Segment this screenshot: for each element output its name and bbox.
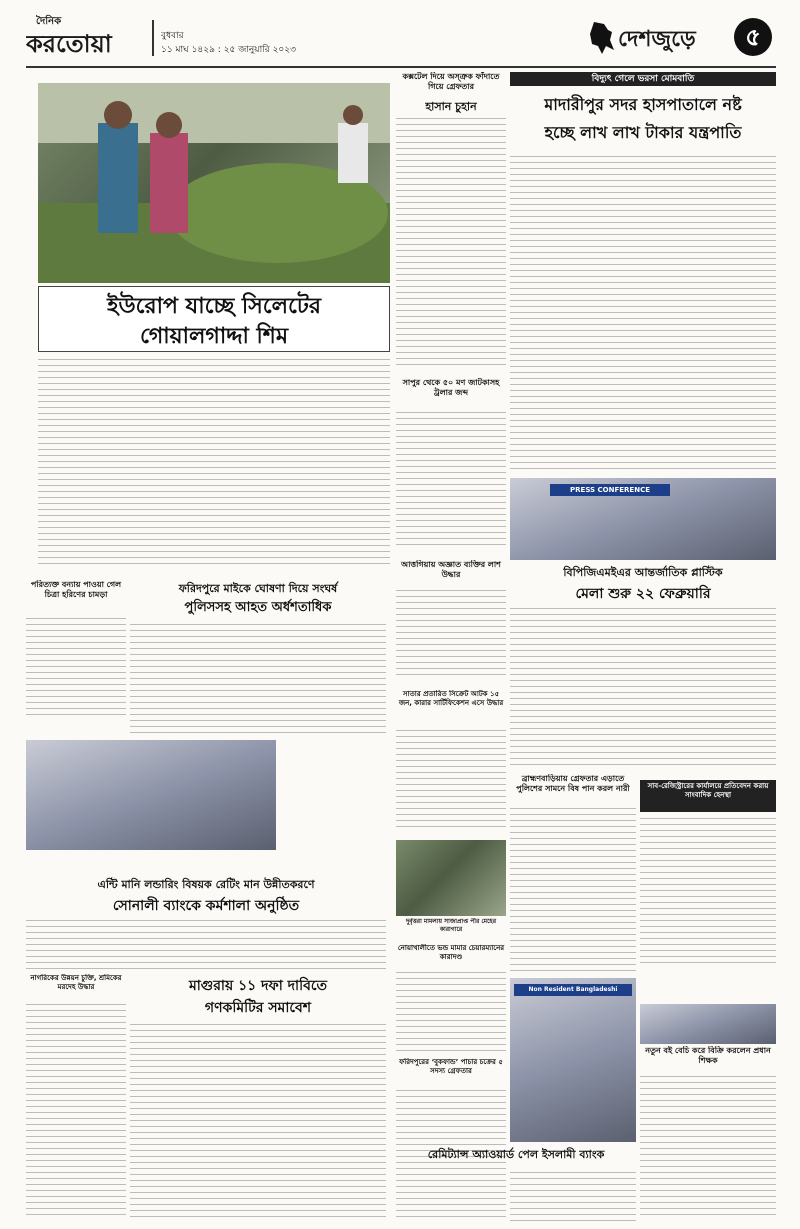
paper-logo	[26, 14, 146, 60]
sonali-headline-line2: সোনালী ব্যাংকে কর্মশালা অনুষ্ঠিত	[112, 898, 300, 914]
faridpur2-article	[396, 1058, 506, 1222]
hasan-kicker: কক্সটেল দিয়ে অস্ত্রুক ফাঁদাতে গিয়ে গ্রেফতার	[402, 72, 500, 91]
bandit-photo	[396, 840, 506, 916]
madaripur-body	[510, 154, 776, 472]
body-found-body	[396, 588, 506, 678]
paper-prefix: দৈনিক	[36, 16, 62, 27]
sonali-photo	[26, 740, 276, 850]
page-number: ৫	[734, 18, 772, 56]
section-name: দেশজুড়ে	[618, 27, 696, 52]
snake-article	[396, 378, 506, 550]
paper-name: করতোয়া	[26, 30, 112, 58]
books-photo	[640, 1004, 776, 1044]
faridpur-article	[130, 580, 386, 740]
magura-article	[130, 974, 386, 1222]
nagar-headline: নাগরিকের উন্নয়ন চুক্তি, শ্রমিকের মরদেহ উদ্ধার	[30, 974, 122, 991]
bean-headline	[38, 286, 390, 352]
body-found-article	[396, 560, 506, 680]
faridpur-headline-line2: পুলিসসহ আহত অর্ধশতাধিক	[184, 600, 332, 615]
sonali-headline-line1: এন্টি মানি লন্ডারিং বিষয়ক রেটিং মান উন্নীতকরণে	[97, 878, 315, 891]
sub-registry-article	[640, 780, 776, 1000]
masthead-rule	[26, 66, 776, 68]
issue-day: বুধবার	[161, 31, 184, 40]
satkhira-headline: সাতার প্রতারিত সিক্রেট আটক ১৫ জন, কারার সার্টিফিকেশন এসে উদ্ধার	[398, 690, 504, 707]
flood-body	[26, 616, 126, 716]
issue-date: ১১ মাঘ ১৪২৯ : ২৫ জানুয়ারি ২০২৩	[161, 45, 296, 54]
bandit-caption: দুর্বৃত্তরা মামলায় সাজাপ্রাপ্ত পীর মেহের কারাগারে	[405, 918, 496, 933]
faridpur-body	[130, 622, 386, 738]
sub-registry-headline: সাব-রেজিস্ট্রারের কার্যালয়ে প্রতিবেদন করায় সাংবাদিক হেনস্থা	[640, 780, 776, 812]
noakhali-body	[396, 970, 506, 1052]
madaripur-headline-line2: হচ্ছে লাখ লাখ টাকার যন্ত্রপাতি	[544, 123, 742, 142]
remittance-photo	[510, 978, 636, 1142]
noakhali-article	[396, 944, 506, 1054]
remittance-headline: রেমিট্যান্স অ্যাওয়ার্ড পেল ইসলামী ব্যাংক	[427, 1148, 605, 1161]
madaripur-headline-line1: মাদারীপুর সদর হাসপাতালে নষ্ট	[544, 95, 742, 114]
section-title	[586, 18, 776, 58]
satkhira-body	[396, 728, 506, 828]
plastic-headline-line1: বিপিজিএমইএর আন্তর্জাতিক প্লাস্টিক	[563, 566, 723, 579]
sonali-body	[26, 918, 386, 970]
plastic-headline	[510, 564, 776, 604]
faridpur2-headline: ফরিদপুরের ‘বুকফান্ড’ পাচার চক্রের ৫ সদস্য গ্রেফতার	[399, 1058, 503, 1075]
bean-photo	[38, 83, 390, 283]
magura-headline-line2: গণকমিটির সমাবেশ	[204, 1000, 312, 1016]
books-article	[640, 1046, 776, 1222]
faridpur-headline-line1: ফরিদপুরে মাইকে ঘোষণা দিয়ে সংঘর্ষ	[178, 582, 338, 595]
brahmanbaria-headline: ব্রাহ্মণবাড়িয়ায় গ্রেফতার এড়াতে পুলিশের সামনে বিষ পান করল নারী	[516, 774, 630, 793]
snake-body	[396, 410, 506, 548]
brahmanbaria-article	[510, 774, 636, 974]
nagar-article	[26, 974, 126, 1222]
press-conference-banner: PRESS CONFERENCE	[550, 484, 670, 496]
nagar-body	[26, 1002, 126, 1220]
plastic-body	[510, 606, 776, 766]
sub-registry-body	[640, 816, 776, 966]
remittance-banner: Non Resident Bangladeshi	[514, 984, 632, 996]
noakhali-headline: নোয়াখালীতে ভন্ড মামার চেয়ারম্যানের কারাদণ্ড	[397, 944, 505, 961]
bangladesh-map-icon	[586, 20, 616, 56]
flood-article	[26, 580, 126, 720]
masthead-divider	[152, 20, 154, 56]
books-headline: নতুন বই বেচি করে বিক্রি করলেন প্রধান শিক্ষক	[645, 1046, 771, 1065]
plastic-headline-line2: মেলা শুরু ২২ ফেব্রুয়ারি	[575, 586, 711, 602]
hasan-headline: হাসান চুহান	[425, 100, 477, 113]
masthead	[26, 14, 776, 62]
brahmanbaria-body	[510, 806, 636, 972]
sonali-headline	[26, 876, 386, 916]
remittance-body	[510, 1170, 636, 1222]
bean-headline-line2: গোয়ালগাদ্দা শিম	[139, 324, 289, 349]
madaripur-kicker: বিদ্যুৎ গেলে ভরসা মোমবাতি	[510, 72, 776, 86]
magura-body	[130, 1022, 386, 1220]
body-found-headline: আত্তগিয়ায় অজ্ঞাত ব্যক্তির লাশ উদ্ধার	[401, 560, 501, 579]
hasan-article	[396, 72, 506, 372]
satkhira-article	[396, 690, 506, 830]
flood-headline: পরিত্যক্ত বন্যায় পাওয়া গেল চিত্রা হরিণের চামড়া	[30, 580, 122, 599]
bean-body	[38, 357, 390, 565]
farmers-illustration	[38, 83, 390, 283]
magura-headline-line1: মাগুরায় ১১ দফা দাবিতে	[188, 978, 328, 994]
books-body	[640, 1074, 776, 1220]
snake-headline: সাপুর থেকে ৫০ মণ জাটকাসহ ট্রলার জব্দ	[402, 378, 500, 397]
bean-headline-line1: ইউরোপ যাচ্ছে সিলেটের	[107, 294, 321, 319]
hasan-body	[396, 116, 506, 370]
plastic-photo	[510, 478, 776, 560]
madaripur-headline	[510, 88, 776, 150]
